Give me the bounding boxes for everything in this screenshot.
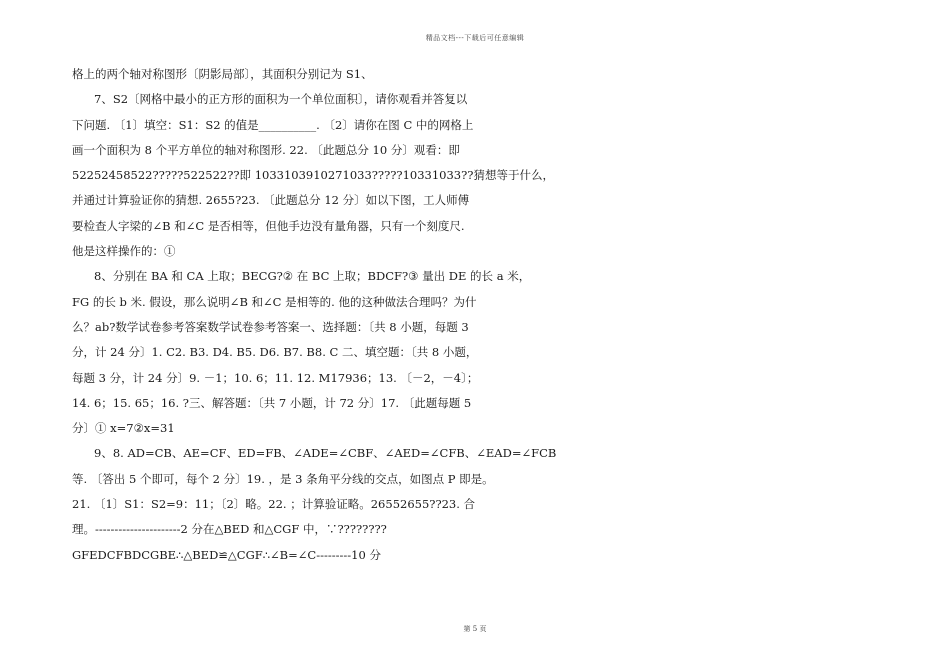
text-line: 要检查人字梁的∠B 和∠C 是否相等，但他手边没有量角器，只有一个刻度尺. bbox=[72, 218, 465, 233]
text-line: 他是这样操作的：① bbox=[72, 244, 176, 259]
document-body bbox=[72, 62, 557, 568]
text-line: 21. 〔1〕S1：S2=9：11；〔2〕略。22. ；计算验证略。26552655??23. 合 bbox=[72, 497, 476, 512]
text-line: 格上的两个轴对称图形〔阴影局部〕，其面积分别记为 S1、 bbox=[72, 67, 373, 81]
text-line: 分〕① x=7②x=31 bbox=[72, 421, 175, 436]
text-line: 9、8. AD=CB、AE=CF、ED=FB、∠ADE=∠CBF、∠AED=∠CFB、∠EAD=∠FCB bbox=[94, 446, 557, 461]
text-line: 并通过计算验证你的猜想. 2655?23. 〔此题总分 12 分〕如以下图，工人师傅 bbox=[72, 193, 470, 208]
text-line: 8、分别在 BA 和 CA 上取；BECG?② 在 BC 上取；BDCF?③ 量出 DE 的长 a 米， bbox=[94, 269, 531, 284]
text-line: 14. 6；15. 65；16. ?三、解答题：〔共 7 小题，计 72 分〕17. 〔此题每题 5 bbox=[72, 395, 472, 410]
text-line: 7、S2〔网格中最小的正方形的面积为一个单位面积〕，请你观看并答复以 bbox=[94, 92, 468, 107]
text-line: 画一个面积为 8 个平方单位的轴对称图形. 22. 〔此题总分 10 分〕观看：即 bbox=[72, 142, 460, 157]
text-line: FG 的长 b 米. 假设，那么说明∠B 和∠C 是相等的. 他的这种做法合理吗？为什 bbox=[72, 294, 477, 309]
text-line: 么？ab?数学试卷参考答案数学试卷参考答案一、选择题：〔共 8 小题，每题 3 bbox=[72, 319, 469, 334]
page-header: 精品文档---下载后可任意编辑 bbox=[425, 34, 525, 42]
text-line: 等. 〔答出 5 个即可，每个 2 分〕19. ，是 3 条角平分线的交点，如图点 P 即是。 bbox=[72, 471, 494, 486]
text-line: 下问题. 〔1〕填空：S1：S2 的值是__________. 〔2〕请你在图 C 中的网格上 bbox=[72, 117, 474, 132]
page-number: 第 5 页 bbox=[463, 625, 487, 633]
text-line: 理。----------------------2 分在△BED 和△CGF 中，∵???????? bbox=[72, 522, 387, 537]
text-line: 52252458522?????522522??即 1033103910271033?????10331033??猜想等于什么， bbox=[72, 168, 554, 183]
text-line: 每题 3 分，计 24 分〕9. －1；10. 6；11. 12. M17936；13. 〔－2，－4〕； bbox=[72, 370, 479, 385]
text-line: 分，计 24 分〕1. C2. B3. D4. B5. D6. B7. B8. C 二、填空题：〔共 8 小题， bbox=[72, 345, 478, 360]
text-line: GFEDCFBDCGBE∴△BED≌△CGF∴∠B=∠C---------10 分 bbox=[72, 547, 381, 562]
